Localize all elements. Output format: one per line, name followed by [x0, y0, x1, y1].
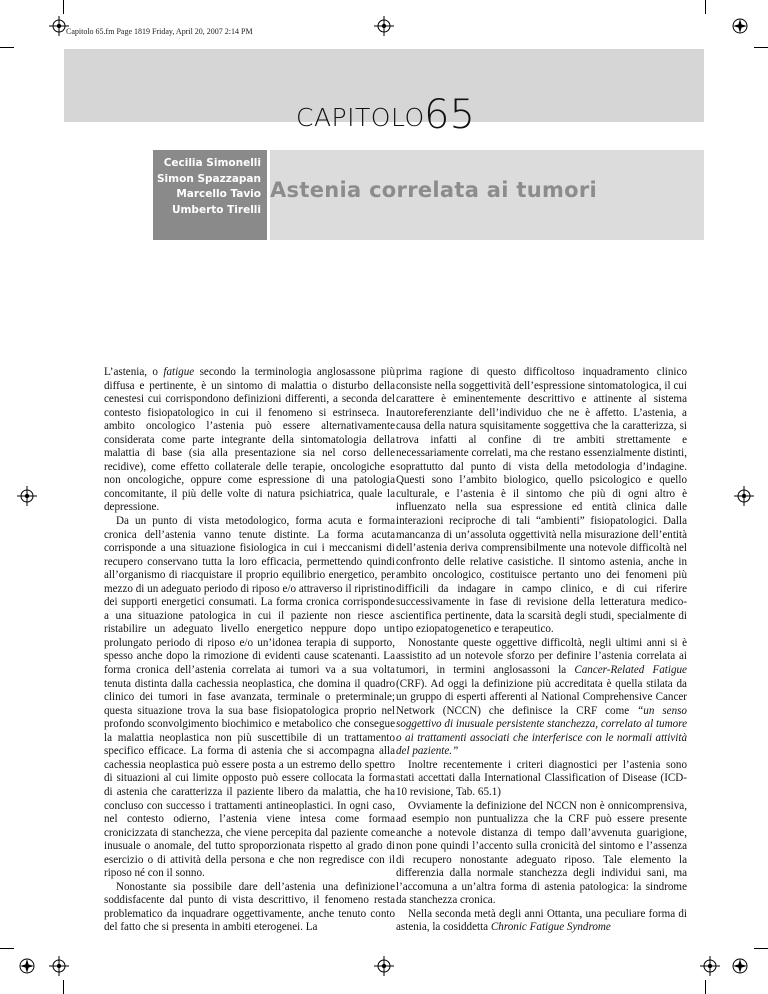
crop-mark: [754, 47, 768, 48]
author-list: [157, 156, 261, 218]
registration-mark-icon: [730, 16, 750, 36]
paragraph-text: prima ragione di questo difficoltoso inquadramento clinico consiste nella soggettività dell’espressione sintomatologica, il cui carattere è eminentemente descrittivo e attinente al sistema autoreferenziante dell’individuo che ne è affetto. L’astenia, a causa della natura squisitamente soggettiva che la caratterizza, si trova infatti al confine di tre ambiti strettamente e necessariamente correlati, ma che restano essenzialmente distinti, soprattutto dal punto di vista della metodologia d’indagine. Questi sono l’ambito biologico, quello psicologico e quello culturale, e l’astenia è il sintomo che più di ogni altro è influenzato nella sua espressione ed entità clinica dalle interazioni reciproche di tali “ambienti” fisiopatologici. Dalla mancanza di un’assoluta oggettività nella misurazione dell’entità dell’astenia deriva comprensibilmente una notevole difficoltà nel confronto delle relative casistiche. Il sintomo astenia, anche in ambito oncologico, costituisce pertanto uno dei fenomeni più difficili da indagare in campo clinico, e di cui riferire successivamente in fase di revisione della letteratura medico-scientifica pertinente, data la scarsità degli studi, specialmente di tipo eziopatogenetico e terapeutico.: [396, 366, 687, 636]
italic-text: Chronic Fatigue Syndrome: [490, 921, 611, 934]
author-name: Cecilia Simonelli: [163, 157, 261, 169]
body-paragraph: [104, 515, 395, 881]
authors-box: [153, 150, 267, 240]
italic-text: Cancer-Related Fatigue: [574, 664, 687, 677]
body-paragraph: [396, 759, 687, 800]
registration-mark-icon: [700, 956, 720, 976]
crop-mark: [754, 948, 768, 949]
paragraph-text: Nella seconda metà degli anni Ottanta, una peculiare forma di astenia, la cosiddetta: [396, 907, 687, 934]
crop-mark: [705, 0, 706, 14]
registration-mark-icon: [17, 486, 37, 506]
chapter-label: CAPITOLO: [296, 103, 425, 132]
body-paragraph: [104, 881, 395, 935]
paragraph-text: (CRF). Ad oggi la definizione più accreditata è quella stilata da un gruppo di esperti afferenti al National Comprehensive Cancer Network (NCCN) che definisce la CRF come: [396, 677, 687, 717]
registration-mark-icon: [374, 16, 394, 36]
body-column-right: [396, 366, 687, 935]
crop-mark: [63, 980, 64, 994]
paragraph-text: Nonostante queste oggettive difficoltà, negli ultimi anni si è assistito ad un notevole sforzo per definire l’astenia correlata ai tumori, in termini anglosassoni la: [396, 636, 687, 677]
body-paragraph: [396, 637, 687, 759]
body-paragraph: [396, 800, 687, 908]
body-paragraph: [104, 366, 395, 515]
chapter-title: Astenia correlata ai tumori: [270, 178, 598, 202]
paragraph-text: L’astenia, o: [104, 366, 164, 378]
body-paragraph: [396, 908, 687, 935]
registration-mark-icon: [730, 956, 750, 976]
body-column-left: [104, 366, 395, 935]
italic-text: “un senso soggettivo di inusuale persistente stanchezza, correlato al tumore o ai trattamenti associati che interferisce con le normali attività del paziente.”: [396, 704, 687, 758]
registration-mark-icon: [734, 486, 754, 506]
italic-text: fatigue: [163, 366, 195, 378]
crop-mark: [0, 948, 14, 949]
chapter-number: 65: [424, 92, 475, 138]
registration-mark-icon: [49, 16, 69, 36]
title-box: [270, 150, 704, 240]
author-name: Marcello Tavio: [176, 188, 261, 200]
registration-mark-icon: [17, 956, 37, 976]
paragraph-text: Ovviamente la definizione del NCCN non è onnicomprensiva, ad esempio non puntualizza che la CRF può essere presente anche a notevole distanza di tempo dall’avvenuta guarigione, non pone quindi l’accento sulla cronicità del sintomo e l’assenza di recupero nonostante adeguato riposo. Tale elemento la differenzia dalla normale stanchezza degli individui sani, ma l’accomuna a un’altra forma di astenia patologica: la sindrome da stanchezza cronica.: [396, 799, 687, 907]
body-paragraph: [396, 366, 687, 637]
paragraph-text: Inoltre recentemente i criteri diagnostici per l’astenia sono stati accettati dalla International Classification of Disease (ICD-10 revisione, Tab. 65.1): [396, 758, 687, 798]
paragraph-text: Nonostante sia possibile dare dell’astenia una definizione soddisfacente dal punto di vista descrittivo, il fenomeno resta problematico da inquadrare oggettivamente, anche tenuto conto del fatto che si presenta in ambiti eterogenei. La: [104, 880, 395, 934]
paragraph-text: secondo la terminologia anglosassone più diffusa e pertinente, è un sintomo di malattia o disturbo della cenestesi cui corrispondono definizioni differenti, a seconda del contesto fisiopatologico in cui il fenomeno si estrinseca. In ambito oncologico l’astenia può essere alternativamente considerata come parte integrante della sintomatologia della malattia di base (sia alla presentazione sia nel corso delle recidive), come effetto collaterale delle terapie, oncologiche e non oncologiche, oppure come espressione di una patologia concomitante, il più delle volte di natura psichiatrica, quale la depressione.: [104, 366, 395, 514]
crop-mark: [0, 47, 14, 48]
file-info-header: Capitolo 65.fm Page 1819 Friday, April 20, 2007 2:14 PM: [66, 27, 253, 36]
author-name: Umberto Tirelli: [171, 203, 261, 216]
registration-mark-icon: [49, 956, 69, 976]
author-name: Simon Spazzapan: [157, 172, 261, 185]
paragraph-text: Da un punto di vista metodologico, forma acuta e forma cronica dell’astenia vanno tenute distinte. La forma acuta corrisponde a una situazione fisiologica in cui i meccanismi di recupero conservano tutta la loro efficacia, permettendo quindi all’organismo di riacquistare il proprio equilibrio energetico, per mezzo di un adeguato periodo di riposo e/o attraverso il ripristino dei supporti energetici consumati. La forma cronica corrisponde a una situazione patologica in cui il paziente non riesce a ristabilire un adeguato livello energetico neppure dopo un prolungato periodo di riposo e/o un’idonea terapia di supporto, spesso anche dopo la rimozione di evidenti cause scatenanti. La forma cronica dell’astenia correlata ai tumori va a sua volta tenuta distinta dalla cachessia neoplastica, che domina il quadro clinico dei tumori in fase avanzata, terminale o preterminale; questa situazione trova la sua base fisiopatologica proprio nel profondo sconvolgimento biochimico e metabolico che consegue la malattia neoplastica non più suscettibile di un trattamento specifico efficace. La forma di astenia che si accompagna alla cachessia neoplastica può essere posta a un estremo dello spettro di situazioni al cui limite opposto può essere collocata la forma di astenia che caratterizza il paziente libero da malattia, che ha concluso con successo i trattamenti antineoplastici. In ogni caso, nel contesto odierno, l’astenia viene intesa come forma cronicizzata di stanchezza, che viene percepita dal paziente come inusuale o anomale, del tutto sproporzionata rispetto al grado di esercizio o di attività della persona e che non regredisce con il riposo né con il sonno.: [104, 515, 395, 880]
registration-mark-icon: [374, 956, 394, 976]
crop-mark: [705, 980, 706, 994]
crop-mark: [63, 0, 64, 14]
